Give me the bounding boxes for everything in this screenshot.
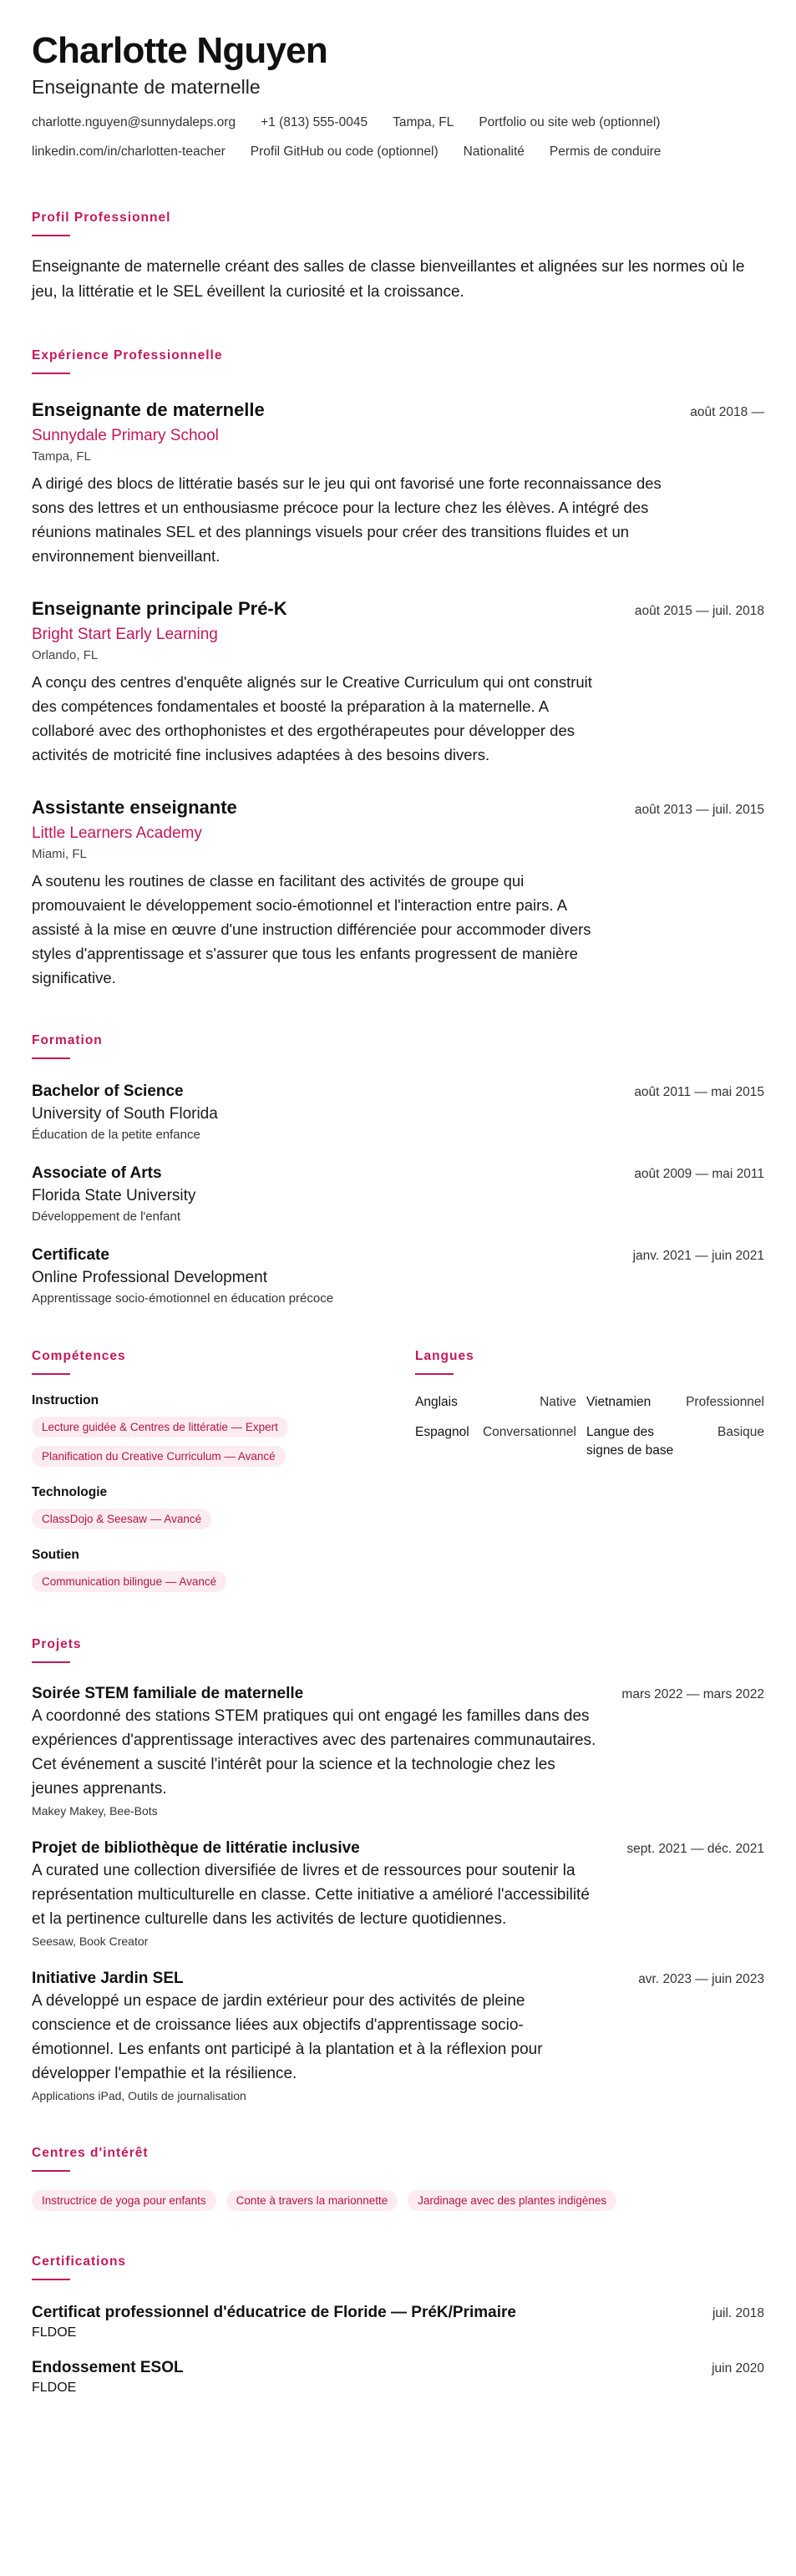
project-dates: avr. 2023 — juin 2023	[638, 1971, 764, 1986]
project-entry	[32, 1970, 764, 2102]
job-dates: août 2013 — juil. 2015	[634, 802, 764, 817]
resume-header	[32, 30, 764, 164]
skill-group-title: Technologie	[32, 1484, 108, 1499]
project-entry	[32, 1685, 764, 1818]
language-name: Vietnamien	[586, 1394, 652, 1409]
skill-chip: Lecture guidée & Centres de littératie — Expert	[32, 1417, 288, 1438]
job-title: Assistante enseignante	[32, 796, 237, 818]
project-entry	[32, 1839, 764, 1948]
section-divider	[32, 2279, 70, 2280]
education-entry	[32, 1163, 764, 1224]
job-location: Miami, FL	[32, 846, 87, 861]
project-description: A développé un espace de jardin extérieur pour des activités de pleine conscience et de croissance liées aux objectifs d'apprentissage socio-émotionnel. Les enfants ont participé à la plantation et à la réflexion pour développer l'empathie et la résilience.	[32, 1991, 543, 2082]
language-item	[586, 1393, 764, 1412]
education-field: Développement de l'enfant	[32, 1209, 180, 1224]
section-title: Profil Professionnel	[32, 210, 171, 225]
contact-location: Tampa, FL	[393, 114, 454, 129]
education-field: Apprentissage socio-émotionnel en éducation précoce	[32, 1291, 334, 1306]
education-section	[32, 1033, 764, 1306]
section-divider	[32, 1661, 70, 1663]
project-title: Initiative Jardin SEL	[32, 1969, 184, 1987]
section-divider	[415, 1373, 454, 1375]
education-field: Éducation de la petite enfance	[32, 1127, 200, 1142]
candidate-name: Charlotte Nguyen	[32, 30, 327, 71]
project-title: Soirée STEM familiale de maternelle	[32, 1684, 304, 1702]
project-title: Projet de bibliothèque de littératie inclusive	[32, 1838, 360, 1857]
language-name: Langue des signes de base	[586, 1424, 674, 1458]
interests-list	[32, 2190, 764, 2211]
job-entry	[32, 795, 764, 990]
language-item	[415, 1423, 586, 1460]
certification-issuer: FLDOE	[32, 2325, 77, 2340]
projects-section	[32, 1637, 764, 2102]
job-dates: août 2018 —	[690, 404, 764, 419]
languages-column	[415, 1349, 764, 1600]
contact-license: Permis de conduire	[549, 144, 662, 159]
job-title: Enseignante de maternelle	[32, 398, 265, 420]
language-level: Conversationnel	[482, 1424, 576, 1439]
skill-group-title: Instruction	[32, 1392, 99, 1407]
education-degree: Associate of Arts	[32, 1164, 162, 1182]
project-dates: mars 2022 — mars 2022	[621, 1686, 764, 1701]
interest-chip: Conte à travers la marionnette	[226, 2190, 398, 2211]
language-level: Basique	[717, 1424, 764, 1439]
job-location: Orlando, FL	[32, 647, 99, 662]
job-entry	[32, 596, 764, 767]
language-item	[586, 1423, 764, 1460]
section-title: Projets	[32, 1636, 82, 1651]
candidate-headline: Enseignante de maternelle	[32, 75, 261, 98]
section-title: Expérience Professionnelle	[32, 347, 223, 363]
section-divider	[32, 2170, 70, 2172]
contact-email[interactable]: charlotte.nguyen@sunnydaleps.org	[32, 114, 236, 129]
job-dates: août 2015 — juil. 2018	[634, 603, 764, 618]
certification-entry	[32, 2304, 764, 2340]
certifications-section	[32, 2254, 764, 2396]
section-divider	[32, 1057, 70, 1059]
education-entry	[32, 1081, 764, 1142]
skills-column	[32, 1349, 415, 1600]
education-dates: août 2009 — mai 2011	[634, 1166, 764, 1181]
job-company: Bright Start Early Learning	[32, 625, 218, 643]
language-name: Espagnol	[415, 1424, 469, 1439]
job-description: A soutenu les routines de classe en facilitant des activités de groupe qui promouvaient le développement socio-émotionnel et l'interaction entre pairs. A assisté à la mise en œuvre d'une instruction différenciée pour accommoder divers styles d'apprentissage et s'assurer que tous les enfants progressent de manière significative.	[32, 871, 591, 986]
skill-group	[32, 1485, 415, 1529]
certification-title: Certificat professionnel d'éducatrice de Floride — PréK/Primaire	[32, 2303, 516, 2321]
job-location: Tampa, FL	[32, 449, 91, 464]
job-description: A conçu des centres d'enquête alignés sur le Creative Curriculum qui ont construit des compétences fondamentales et boosté la préparation à la maternelle. A collaboré avec des orthophonistes et des ergothérapeutes pour développer des activités de motricité fine inclusives adaptées à des besoins divers.	[32, 672, 592, 763]
language-item	[415, 1393, 586, 1412]
section-title: Centres d'intérêt	[32, 2145, 149, 2160]
language-level: Native	[540, 1394, 576, 1409]
job-description: A dirigé des blocs de littératie basés sur le jeu qui ont favorisé une forte reconnaissance des sons des lettres et un enthousiasme précoce pour la lecture chez les élèves. A intégré des réunions matinales SEL et des plannings visuels pour créer des transitions fluides et un environnement bienveillant.	[32, 474, 662, 565]
skills-languages-section	[32, 1349, 764, 1600]
section-divider	[32, 1373, 70, 1375]
education-entry	[32, 1245, 764, 1306]
contact-phone[interactable]: +1 (813) 555-0045	[261, 114, 368, 129]
project-tools: Makey Makey, Bee-Bots	[32, 1803, 158, 1818]
interest-chip: Instructrice de yoga pour enfants	[32, 2190, 216, 2211]
project-dates: sept. 2021 — déc. 2021	[626, 1841, 764, 1856]
certification-date: juil. 2018	[712, 2305, 764, 2320]
language-level: Professionnel	[686, 1394, 764, 1409]
skill-chip: Communication bilingue — Avancé	[32, 1571, 226, 1592]
section-title: Certifications	[32, 2254, 127, 2269]
job-entry	[32, 398, 764, 568]
section-title: Formation	[32, 1032, 103, 1047]
contact-portfolio[interactable]: Portfolio ou site web (optionnel)	[479, 114, 661, 129]
skill-chip: Planification du Creative Curriculum — Avancé	[32, 1446, 286, 1467]
certification-title: Endossement ESOL	[32, 2358, 184, 2376]
job-company: Sunnydale Primary School	[32, 426, 219, 444]
certification-entry	[32, 2359, 764, 2396]
contact-github[interactable]: Profil GitHub ou code (optionnel)	[250, 144, 439, 159]
summary-text: Enseignante de maternelle créant des salles de classe bienveillantes et alignées sur les normes où le jeu, la littératie et le SEL éveillent la curiosité et la croissance.	[32, 257, 745, 301]
skill-chip: ClassDojo & Seesaw — Avancé	[32, 1509, 211, 1529]
skill-group	[32, 1393, 415, 1467]
languages-list	[415, 1393, 764, 1460]
certification-issuer: FLDOE	[32, 2380, 77, 2395]
contact-nationality: Nationalité	[463, 144, 525, 159]
project-tools: Seesaw, Book Creator	[32, 1934, 149, 1948]
section-divider	[32, 373, 70, 374]
contact-info	[32, 110, 767, 164]
education-school: Online Professional Development	[32, 1268, 267, 1286]
contact-linkedin[interactable]: linkedin.com/in/charlotten-teacher	[32, 144, 226, 159]
project-description: A coordonné des stations STEM pratiques qui ont engagé les familles dans des expériences d'apprentissage interactives avec des partenaires communautaires. Cet événement a suscité l'intérêt pour la science et la technologie chez les jeunes apprenants.	[32, 1706, 596, 1798]
certification-date: juin 2020	[712, 2360, 764, 2376]
education-degree: Bachelor of Science	[32, 1082, 184, 1100]
summary-section	[32, 210, 764, 305]
job-company: Little Learners Academy	[32, 824, 202, 842]
skill-group-title: Soutien	[32, 1547, 79, 1562]
section-title: Compétences	[32, 1348, 126, 1363]
section-title: Langues	[415, 1348, 474, 1363]
section-divider	[32, 235, 70, 236]
education-dates: janv. 2021 — juin 2021	[632, 1248, 764, 1263]
job-title: Enseignante principale Pré-K	[32, 597, 287, 619]
experience-section	[32, 348, 764, 990]
interests-section	[32, 2146, 764, 2211]
skill-group	[32, 1548, 415, 1592]
education-degree: Certificate	[32, 1245, 109, 1264]
language-name: Anglais	[415, 1394, 458, 1409]
education-school: Florida State University	[32, 1186, 196, 1204]
interest-chip: Jardinage avec des plantes indigènes	[408, 2190, 616, 2211]
project-description: A curated une collection diversifiée de livres et de ressources pour soutenir la représentation multiculturelle en classe. Cette initiative a amélioré l'accessibilité et la pertinence culturelle dans les activités de lecture quotidiennes.	[32, 1861, 590, 1928]
education-school: University of South Florida	[32, 1104, 218, 1123]
education-dates: août 2011 — mai 2015	[634, 1084, 764, 1099]
project-tools: Applications iPad, Outils de journalisation	[32, 2088, 246, 2102]
